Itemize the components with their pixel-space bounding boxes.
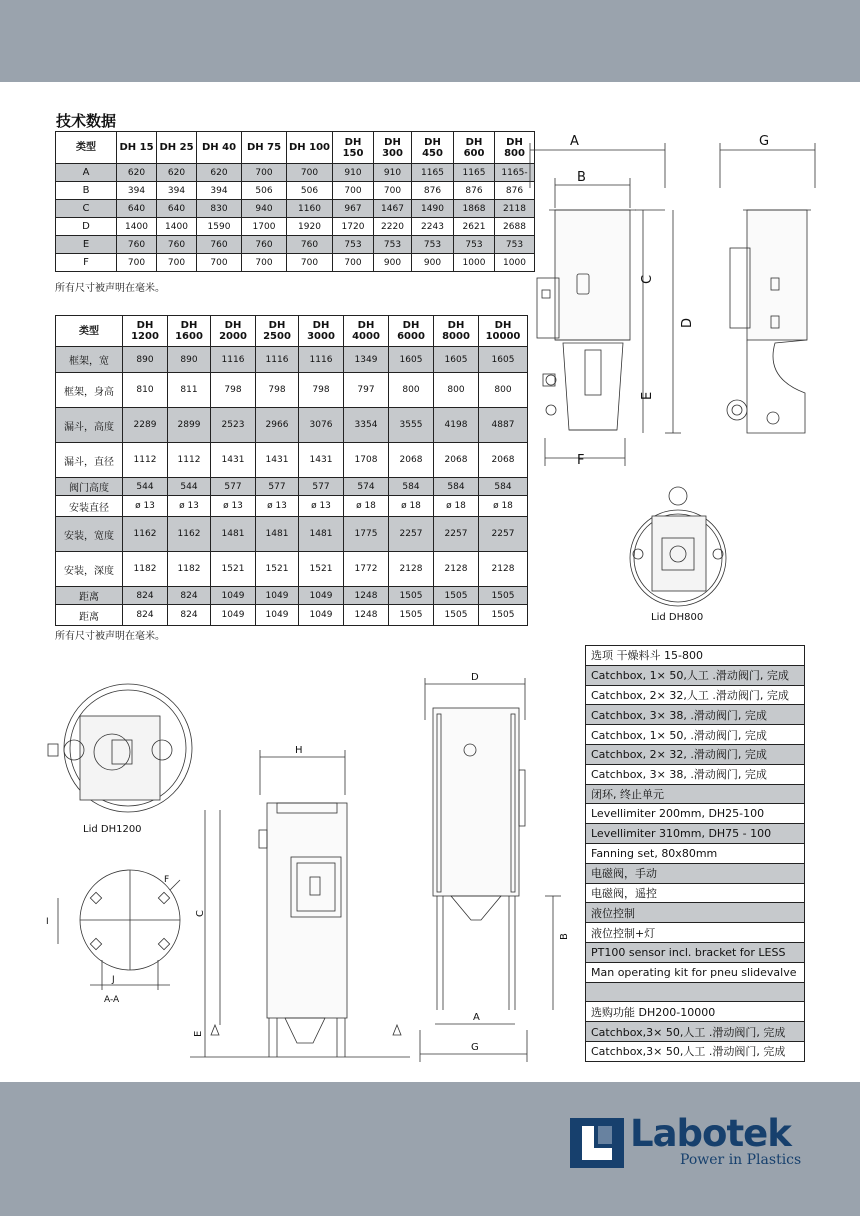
option-cell: 液位控制 (586, 903, 805, 923)
table-cell: 700 (333, 254, 374, 272)
table-cell: 1505 (434, 587, 479, 605)
table-header-cell: DH 1200 (123, 316, 168, 347)
table-header-cell: 类型 (56, 132, 117, 164)
table-cell: 1165 (454, 164, 495, 182)
option-row (586, 1002, 805, 1022)
table-header-cell: DH 8000 (434, 316, 479, 347)
table-cell: 1165- (495, 164, 535, 182)
table-cell: 1049 (256, 587, 299, 605)
units-note-2: 所有尺寸被声明在毫米。 (55, 631, 165, 642)
table-cell: 574 (344, 478, 389, 496)
table-header-cell: DH 15 (117, 132, 157, 164)
section-aa-drawing (40, 860, 190, 1010)
table-row (56, 478, 528, 496)
spec-table-small (55, 131, 535, 272)
row-label-cell: 安装，深度 (56, 552, 123, 587)
table-cell: 2243 (412, 218, 454, 236)
row-label-cell: 框架，身高 (56, 373, 123, 408)
table-cell: 1521 (256, 552, 299, 587)
table-cell: 4887 (479, 408, 528, 443)
table-cell: 620 (197, 164, 242, 182)
dim-label-f-section: F (164, 875, 170, 885)
table-cell: ø 13 (299, 496, 344, 517)
table-cell: 824 (123, 605, 168, 626)
table-cell: 1349 (344, 347, 389, 373)
table-row (56, 587, 528, 605)
table-cell: 1481 (211, 517, 256, 552)
option-cell: Catchbox,3× 50,人工 .滑动阀门, 完成 (586, 1022, 805, 1042)
dim-label-j: J (112, 975, 115, 985)
table-cell: 700 (157, 254, 197, 272)
option-cell: 选购功能 DH200-10000 (586, 1002, 805, 1022)
brand-name: Labotek (630, 1112, 791, 1155)
table-header-cell: DH 25 (157, 132, 197, 164)
table-cell: ø 13 (211, 496, 256, 517)
table-cell: 1116 (211, 347, 256, 373)
option-cell: PT100 sensor incl. bracket for LESS (586, 942, 805, 962)
table-cell: ø 18 (389, 496, 434, 517)
table-cell: 910 (333, 164, 374, 182)
option-cell: Catchbox, 3× 38, .滑动阀门, 完成 (586, 705, 805, 725)
table-cell: 1182 (123, 552, 168, 587)
table-cell: 760 (242, 236, 287, 254)
table-cell: 1505 (434, 605, 479, 626)
dim-label-g: G (759, 134, 770, 149)
table-header-cell: DH 40 (197, 132, 242, 164)
table-cell: 577 (211, 478, 256, 496)
table-cell: 1116 (256, 347, 299, 373)
option-cell: Catchbox,3× 50,人工 .滑动阀门, 完成 (586, 1041, 805, 1061)
dim-label-a: A (570, 134, 579, 149)
table-cell: 890 (123, 347, 168, 373)
option-row (586, 942, 805, 962)
table-cell: 2257 (389, 517, 434, 552)
table-row (56, 552, 528, 587)
option-row (586, 824, 805, 844)
table-cell: 1505 (389, 587, 434, 605)
table-cell: 1112 (168, 443, 211, 478)
table-row (56, 347, 528, 373)
table-cell: 753 (333, 236, 374, 254)
dryer-large-front-drawing (185, 735, 415, 1065)
table-row (56, 218, 535, 236)
dryer-large-side-drawing (415, 670, 585, 1070)
table-header-cell: DH 2500 (256, 316, 299, 347)
table-cell: 394 (157, 182, 197, 200)
table-cell: 2128 (479, 552, 528, 587)
table-cell: 1049 (211, 587, 256, 605)
table-row (56, 605, 528, 626)
table-cell: 798 (211, 373, 256, 408)
table-row (56, 443, 528, 478)
option-row (586, 1041, 805, 1061)
table-cell: 753 (374, 236, 412, 254)
lid-dh800-drawing (622, 486, 730, 610)
table-cell: 3555 (389, 408, 434, 443)
option-cell: Catchbox, 3× 38, .滑动阀门, 完成 (586, 764, 805, 784)
option-row (586, 863, 805, 883)
table-cell: 2128 (434, 552, 479, 587)
table-cell: 1248 (344, 605, 389, 626)
table-cell: 620 (157, 164, 197, 182)
row-label-cell: A (56, 164, 117, 182)
table-cell: 1700 (242, 218, 287, 236)
table-cell: 1590 (197, 218, 242, 236)
table-cell: 2118 (495, 200, 535, 218)
table-cell: 1182 (168, 552, 211, 587)
option-cell (586, 982, 805, 1002)
table-cell: 1116 (299, 347, 344, 373)
table-header-cell: DH 1600 (168, 316, 211, 347)
table-cell: 1400 (157, 218, 197, 236)
brand-tagline: Power in Plastics (680, 1152, 802, 1168)
table-cell: 940 (242, 200, 287, 218)
table-header-cell: DH 150 (333, 132, 374, 164)
row-label-cell: 安装直径 (56, 496, 123, 517)
table-cell: 810 (123, 373, 168, 408)
dim-label-b-large: B (559, 933, 570, 940)
table-cell: 753 (412, 236, 454, 254)
table-cell: 830 (197, 200, 242, 218)
table-cell: 1720 (333, 218, 374, 236)
option-cell: Levellimiter 200mm, DH25-100 (586, 804, 805, 824)
table-cell: 1868 (454, 200, 495, 218)
lid-dh1200-label: Lid DH1200 (83, 824, 142, 835)
row-label-cell: 距离 (56, 587, 123, 605)
table-cell: 2257 (479, 517, 528, 552)
row-label-cell: 距离 (56, 605, 123, 626)
dim-label-i: I (46, 917, 49, 927)
dim-label-d: D (680, 317, 695, 328)
table-cell: 824 (123, 587, 168, 605)
table-row (56, 254, 535, 272)
table-cell: 2068 (434, 443, 479, 478)
table-cell: 700 (374, 182, 412, 200)
table-cell: 1000 (454, 254, 495, 272)
row-label-cell: D (56, 218, 117, 236)
table-cell: 760 (287, 236, 333, 254)
table-cell: ø 13 (123, 496, 168, 517)
table-cell: 2289 (123, 408, 168, 443)
option-row (586, 744, 805, 764)
table-cell: 1505 (479, 605, 528, 626)
option-row (586, 725, 805, 745)
option-row (586, 784, 805, 804)
row-label-cell: 框架，宽 (56, 347, 123, 373)
table-cell: 1049 (256, 605, 299, 626)
option-cell: Catchbox, 2× 32,人工 .滑动阀门, 完成 (586, 685, 805, 705)
table-cell: 584 (389, 478, 434, 496)
table-cell: 3076 (299, 408, 344, 443)
units-note-1: 所有尺寸被声明在毫米。 (55, 283, 165, 294)
option-cell: Catchbox, 1× 50,人工 .滑动阀门, 完成 (586, 665, 805, 685)
table-cell: 1772 (344, 552, 389, 587)
table-cell: 798 (256, 373, 299, 408)
table-header-cell: DH 75 (242, 132, 287, 164)
table-cell: ø 13 (256, 496, 299, 517)
option-cell: Catchbox, 1× 50, .滑动阀门, 完成 (586, 725, 805, 745)
table-cell: 1162 (123, 517, 168, 552)
option-row (586, 685, 805, 705)
row-label-cell: 漏斗，直径 (56, 443, 123, 478)
row-label-cell: 阀门高度 (56, 478, 123, 496)
dim-label-e-large: E (193, 1030, 204, 1037)
option-row (586, 705, 805, 725)
table-cell: 640 (157, 200, 197, 218)
table-cell: 753 (454, 236, 495, 254)
option-row (586, 843, 805, 863)
table-cell: 506 (242, 182, 287, 200)
lid-dh800-label: Lid DH800 (651, 612, 704, 623)
table-cell: 876 (495, 182, 535, 200)
table-row (56, 236, 535, 254)
table-cell: 394 (117, 182, 157, 200)
page-title: 技术数据 (56, 112, 117, 130)
labotek-logo-mark (570, 1118, 624, 1168)
table-cell: 798 (299, 373, 344, 408)
table-cell: 760 (117, 236, 157, 254)
table-header-cell: DH 3000 (299, 316, 344, 347)
table-cell: 1049 (299, 587, 344, 605)
table-cell: 3354 (344, 408, 389, 443)
table-cell: 1490 (412, 200, 454, 218)
row-label-cell: E (56, 236, 117, 254)
table-cell: 876 (412, 182, 454, 200)
table-cell: 1400 (117, 218, 157, 236)
table-header-cell: DH 2000 (211, 316, 256, 347)
table-header-cell: DH 800 (495, 132, 535, 164)
option-cell: 电磁阀，遥控 (586, 883, 805, 903)
table-cell: 640 (117, 200, 157, 218)
table-cell: 2220 (374, 218, 412, 236)
table-cell: 577 (299, 478, 344, 496)
option-cell: 电磁阀，手动 (586, 863, 805, 883)
table-row (56, 408, 528, 443)
table-cell: 1431 (299, 443, 344, 478)
table-cell: 2899 (168, 408, 211, 443)
table-cell: 1431 (256, 443, 299, 478)
table-cell: 900 (374, 254, 412, 272)
table-cell: 824 (168, 605, 211, 626)
option-row (586, 962, 805, 982)
table-cell: 2523 (211, 408, 256, 443)
table-cell: 1431 (211, 443, 256, 478)
table-cell: 1481 (299, 517, 344, 552)
table-cell: 1505 (479, 587, 528, 605)
table-cell: 800 (479, 373, 528, 408)
table-cell: 620 (117, 164, 157, 182)
row-label-cell: B (56, 182, 117, 200)
table-row (56, 496, 528, 517)
table-cell: 700 (117, 254, 157, 272)
table-cell: 890 (168, 347, 211, 373)
dim-label-e: E (640, 391, 655, 400)
table-cell: 800 (434, 373, 479, 408)
table-cell: 2068 (389, 443, 434, 478)
option-row (586, 646, 805, 666)
table-cell: 760 (157, 236, 197, 254)
row-label-cell: 安装，宽度 (56, 517, 123, 552)
table-cell: 1481 (256, 517, 299, 552)
table-cell: 760 (197, 236, 242, 254)
table-cell: ø 13 (168, 496, 211, 517)
row-label-cell: C (56, 200, 117, 218)
table-cell: 2257 (434, 517, 479, 552)
table-cell: 584 (479, 478, 528, 496)
table-header-cell: 类型 (56, 316, 123, 347)
spec-table-large (55, 315, 528, 626)
dim-label-d-large: D (471, 672, 479, 683)
table-cell: 1165 (412, 164, 454, 182)
table-header-cell: DH 100 (287, 132, 333, 164)
table-cell: ø 18 (479, 496, 528, 517)
table-cell: 2128 (389, 552, 434, 587)
table-cell: 1505 (389, 605, 434, 626)
row-label-cell: F (56, 254, 117, 272)
table-cell: 584 (434, 478, 479, 496)
table-cell: 1521 (299, 552, 344, 587)
table-cell: 544 (168, 478, 211, 496)
table-header-cell: DH 450 (412, 132, 454, 164)
option-row (586, 764, 805, 784)
table-cell: 1708 (344, 443, 389, 478)
dim-label-a-large: A (473, 1012, 480, 1023)
option-row (586, 665, 805, 685)
table-cell: 1248 (344, 587, 389, 605)
table-cell: 700 (197, 254, 242, 272)
table-cell: ø 18 (344, 496, 389, 517)
table-cell: 1920 (287, 218, 333, 236)
table-header-cell: DH 4000 (344, 316, 389, 347)
table-cell: 797 (344, 373, 389, 408)
option-cell: 闭环, 终止单元 (586, 784, 805, 804)
table-cell: 1112 (123, 443, 168, 478)
table-cell: 1000 (495, 254, 535, 272)
option-row (586, 804, 805, 824)
table-cell: 2621 (454, 218, 495, 236)
option-cell: Man operating kit for pneu slidevalve (586, 962, 805, 982)
table-cell: 900 (412, 254, 454, 272)
option-cell: Levellimiter 310mm, DH75 - 100 (586, 824, 805, 844)
option-cell: Fanning set, 80x80mm (586, 843, 805, 863)
option-row (586, 903, 805, 923)
row-label-cell: 漏斗，高度 (56, 408, 123, 443)
table-cell: 1605 (389, 347, 434, 373)
table-cell: 1162 (168, 517, 211, 552)
table-cell: 876 (454, 182, 495, 200)
dim-label-h: H (295, 745, 303, 756)
table-header-cell: DH 6000 (389, 316, 434, 347)
table-cell: 700 (242, 254, 287, 272)
option-cell: 选项 干燥料斗 15-800 (586, 646, 805, 666)
table-cell: 1605 (479, 347, 528, 373)
table-row (56, 373, 528, 408)
option-row (586, 982, 805, 1002)
table-cell: 2966 (256, 408, 299, 443)
table-cell: 910 (374, 164, 412, 182)
table-cell: 967 (333, 200, 374, 218)
table-cell: 2688 (495, 218, 535, 236)
option-row (586, 883, 805, 903)
table-header-cell: DH 300 (374, 132, 412, 164)
table-row (56, 182, 535, 200)
dryer-small-drawing (525, 128, 825, 478)
table-cell: 1160 (287, 200, 333, 218)
dim-label-c-large: C (195, 910, 206, 917)
options-table (585, 645, 805, 1062)
table-header-cell: DH 10000 (479, 316, 528, 347)
dim-label-aa: A-A (104, 995, 120, 1005)
table-cell: 394 (197, 182, 242, 200)
table-cell: 4198 (434, 408, 479, 443)
table-cell: 577 (256, 478, 299, 496)
table-cell: 700 (333, 182, 374, 200)
table-cell: 800 (389, 373, 434, 408)
option-cell: 液位控制+灯 (586, 923, 805, 943)
table-row (56, 200, 535, 218)
table-cell: 1521 (211, 552, 256, 587)
dim-label-g-large: G (471, 1042, 479, 1053)
table-cell: 2068 (479, 443, 528, 478)
table-cell: 1605 (434, 347, 479, 373)
table-row (56, 517, 528, 552)
table-cell: 1775 (344, 517, 389, 552)
dim-label-c: C (640, 274, 655, 284)
dim-label-b: B (577, 170, 586, 185)
table-cell: 544 (123, 478, 168, 496)
option-row (586, 1022, 805, 1042)
table-cell: 824 (168, 587, 211, 605)
table-cell: 700 (287, 254, 333, 272)
table-cell: 1049 (299, 605, 344, 626)
table-cell: 753 (495, 236, 535, 254)
table-cell: 1467 (374, 200, 412, 218)
dim-label-f: F (577, 453, 585, 468)
table-row (56, 164, 535, 182)
table-cell: 700 (242, 164, 287, 182)
table-cell: 1049 (211, 605, 256, 626)
table-cell: 506 (287, 182, 333, 200)
top-band (0, 0, 860, 82)
option-cell: Catchbox, 2× 32, .滑动阀门, 完成 (586, 744, 805, 764)
table-header-cell: DH 600 (454, 132, 495, 164)
table-cell: ø 18 (434, 496, 479, 517)
option-row (586, 923, 805, 943)
table-cell: 700 (287, 164, 333, 182)
lid-dh1200-drawing (40, 680, 195, 820)
table-cell: 811 (168, 373, 211, 408)
